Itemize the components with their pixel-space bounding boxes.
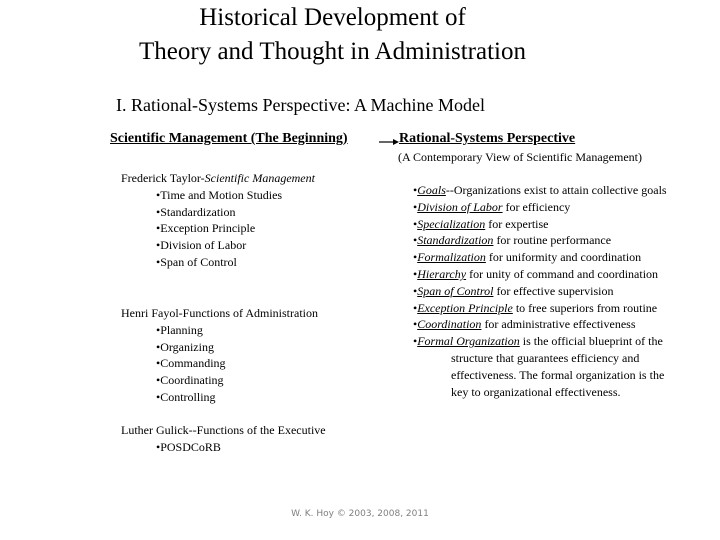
list-item: [413, 300, 667, 317]
list-item: •Controlling: [156, 389, 216, 404]
list-item: [413, 182, 667, 199]
term: Specialization: [417, 216, 486, 231]
term: Exception Principle: [417, 300, 513, 315]
taylor-name: Frederick Taylor-: [121, 171, 205, 185]
bullet: •: [413, 266, 418, 281]
continuation-line: key to organizational effectiveness.: [451, 384, 621, 399]
list-item: [413, 199, 667, 216]
term: Hierarchy: [417, 266, 467, 281]
section-heading: I. Rational-Systems Perspective: A Machine Model: [116, 95, 485, 115]
bullet: •: [413, 250, 418, 265]
arrow-right-icon: [379, 138, 399, 146]
bullet: •: [413, 199, 418, 214]
description: is the official blueprint of the: [519, 334, 663, 349]
right-column-subheader: (A Contemporary View of Scientific Management): [398, 150, 642, 164]
continuation-line: structure that guarantees efficiency and: [451, 350, 640, 365]
fayol-block: [121, 305, 318, 406]
description: --Organizations exist to attain collective goals: [445, 183, 667, 197]
list-item: •POSDCoRB: [156, 439, 221, 454]
slide-title-line-2: Theory and Thought in Administration: [139, 38, 526, 65]
bullet: •: [413, 216, 418, 231]
term: Division of Labor: [417, 199, 503, 214]
description: for expertise: [485, 216, 549, 231]
description: to free superiors from routine: [512, 300, 658, 315]
list-item: •Time and Motion Studies: [156, 187, 283, 202]
bullet: •: [413, 300, 418, 315]
list-item: •Span of Control: [156, 254, 237, 269]
left-column-header: Scientific Management (The Beginning): [110, 131, 348, 146]
description: for unity of command and coordination: [466, 266, 659, 281]
description: for routine performance: [493, 233, 612, 248]
bullet: •: [413, 283, 418, 298]
description: for efficiency: [502, 199, 571, 214]
term: Span of Control: [417, 283, 494, 298]
term: Formal Organization: [417, 334, 520, 349]
list-item: [413, 316, 667, 333]
continuation-line: effectiveness. The formal organization is the: [451, 367, 665, 382]
list-item: •Division of Labor: [156, 238, 247, 253]
term: Formalization: [417, 250, 486, 265]
taylor-block: [121, 170, 315, 271]
list-item: [413, 266, 667, 283]
term: Coordination: [417, 317, 482, 332]
taylor-title: Scientific Management: [204, 171, 315, 185]
description: for effective supervision: [493, 283, 614, 298]
list-item: •Planning: [156, 322, 203, 337]
list-item: [413, 333, 667, 350]
term: Standardization: [417, 233, 494, 248]
description: for uniformity and coordination: [485, 250, 642, 265]
list-item: •Coordinating: [156, 373, 224, 388]
fayol-heading: Henri Fayol-Functions of Administration: [121, 306, 318, 320]
gulick-heading: Luther Gulick--Functions of the Executive: [121, 423, 326, 437]
bullet: •: [413, 183, 418, 197]
list-item: •Organizing: [156, 339, 214, 354]
list-item: [413, 216, 667, 233]
taylor-heading: [121, 170, 315, 187]
right-column-header: Rational-Systems Perspective: [399, 131, 576, 146]
list-item: [413, 283, 667, 300]
list-item: •Commanding: [156, 356, 226, 371]
slide-title-line-1: Historical Development of: [199, 4, 466, 31]
gulick-block: [121, 422, 326, 456]
list-item: •Exception Principle: [156, 221, 256, 236]
footer-copyright: W. K. Hoy © 2003, 2008, 2011: [291, 509, 429, 519]
list-item: [413, 249, 667, 266]
rational-systems-list: [413, 182, 667, 400]
bullet: •: [413, 334, 418, 349]
bullet: •: [413, 317, 418, 332]
bullet: •: [413, 233, 418, 248]
list-item: •Standardization: [156, 204, 236, 219]
list-item: [413, 232, 667, 249]
term: Goals: [417, 183, 446, 197]
description: for administrative effectiveness: [481, 317, 636, 332]
